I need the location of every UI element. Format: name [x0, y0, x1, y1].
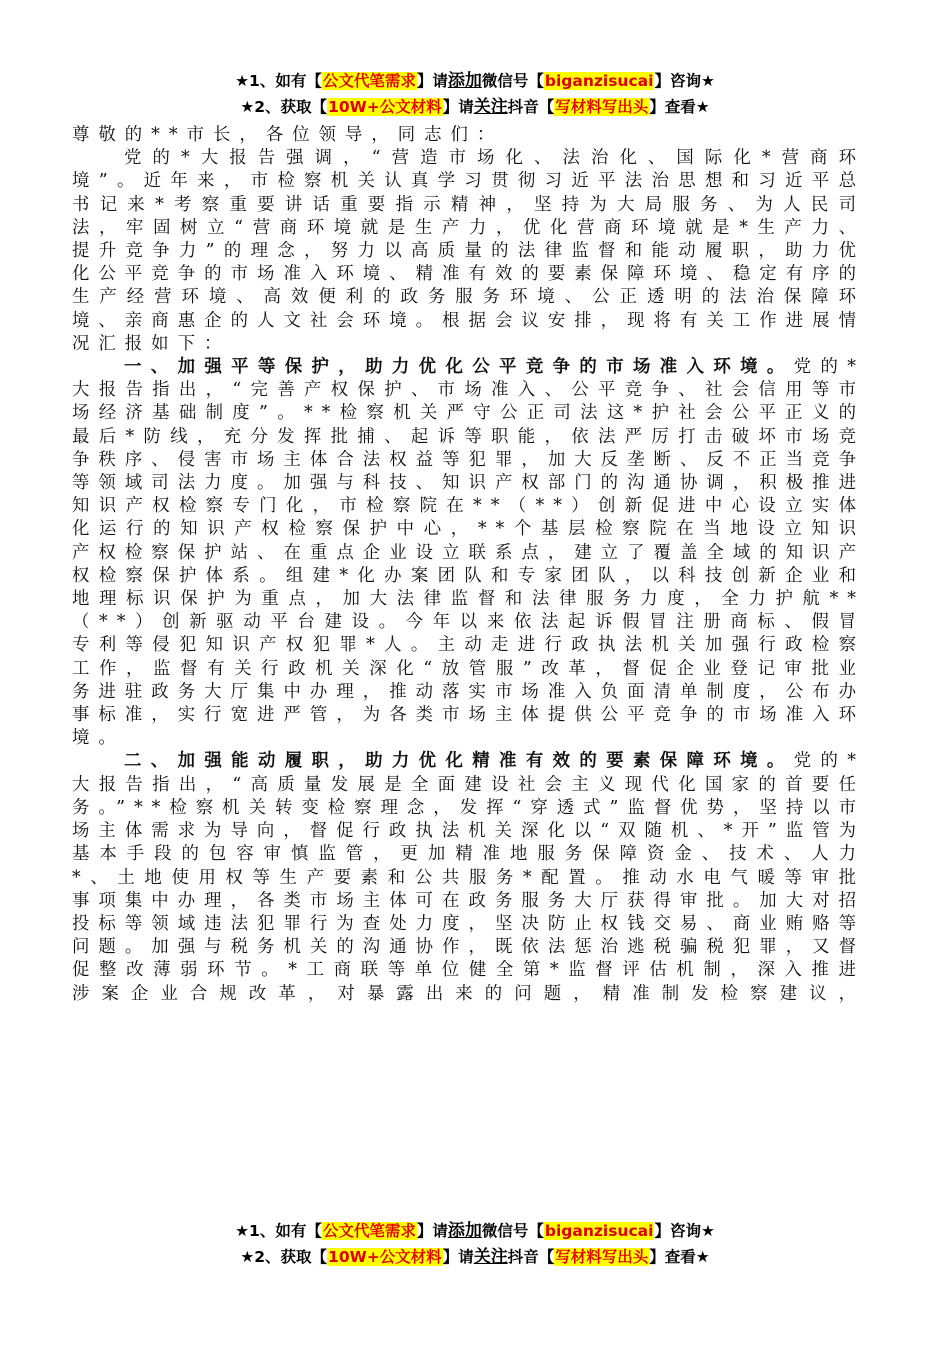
- section-1-paragraph: [72, 356, 865, 750]
- highlight-text: 10W+公文材料: [328, 98, 442, 116]
- promo-banner-top-line2: ★2、获取【10W+公文材料】请关注抖音【写材料写出头】查看★: [240, 97, 710, 117]
- highlight-text: 10W+公文材料: [328, 1248, 442, 1266]
- highlight-text: biganzisucai: [544, 72, 654, 90]
- highlight-text: biganzisucai: [544, 1222, 654, 1240]
- highlight-text: 写材料写出头: [555, 1248, 649, 1266]
- promo-banner-top-line1: ★1、如有【公文代笔需求】请添加微信号【biganzisucai】咨询★: [235, 71, 715, 91]
- highlight-text: 写材料写出头: [555, 98, 649, 116]
- promo-banner-bottom-line2: ★2、获取【10W+公文材料】请关注抖音【写材料写出头】查看★: [240, 1247, 710, 1267]
- document-body: [72, 124, 865, 1006]
- highlight-text: 公文代笔需求: [322, 72, 416, 90]
- promo-banner-bottom-line1: ★1、如有【公文代笔需求】请添加微信号【biganzisucai】咨询★: [235, 1221, 715, 1241]
- salutation: 尊敬的**市长，各位领导，同志们：: [72, 125, 504, 145]
- section-2-paragraph: [72, 750, 865, 1005]
- section-1-body: 党的*大报告指出，“完善产权保护、市场准入、公平竞争、社会信用等市场经济基础制度”。**检察机关严守公正司法这*护社会公平正义的最后*防线，充分发挥批捕、起诉等职能，依法严厉打击破坏市场竞争秩序、侵害市场主体合法权益等犯罪，加大反垄断、反不正当竞争等领域司法力度。加强与科技、知识产权部门的沟通协调，积极推进知识产权检察专门化，市检察院在**（**）创新促进中心设立实体化运行的知识产权检察保护中心，**个基层检察院在当地设立知识产权检察保护站、在重点企业设立联系点，建立了覆盖全域的知识产权检察保护体系。组建*化办案团队和专家团队，以科技创新企业和地理标识保护为重点，加大法律监督和法律服务力度，全力护航**（**）创新驱动平台建设。今年以来依法起诉假冒注册商标、假冒专利等侵犯知识产权犯罪*人。主动走进行政执法机关加强行政检察工作，监督有关行政机关深化“放管服”改革，督促企业登记审批业务进驻政务大厅集中办理，推动落实市场准入负面清单制度，公布办事标准，实行宽进严管，为各类市场主体提供公平竞争的市场准入环境。: [72, 357, 865, 749]
- section-2-body: 党的*大报告指出，“高质量发展是全面建设社会主义现代化国家的首要任务。”**检察机关转变检察理念，发挥“穿透式”监督优势，坚持以市场主体需求为导向，督促行政执法机关深化以“双随机、*开”监管为基本手段的包容审慎监管，更加精准地服务保障资金、技术、人力*、土地使用权等生产要素和公共服务*配置。推动水电气暖等审批事项集中办理，各类市场主体可在政务服务大厅获得审批。加大对招投标等领域违法犯罪行为查处力度，坚决防止权钱交易、商业贿赂等问题。加强与税务机关的沟通协作，既依法惩治逃税骗税犯罪，又督促整改薄弱环节。*工商联等单位健全第*监督评估机制，深入推进涉案企业合规改革，对暴露出来的问题，精准制发检察建议，: [72, 751, 865, 1004]
- highlight-text: 公文代笔需求: [322, 1222, 416, 1240]
- intro-paragraph: 党的*大报告强调，“营造市场化、法治化、国际化*营商环境”。近年来，市检察机关认真学习贯彻习近平法治思想和习近平总书记来*考察重要讲话重要指示精神，坚持为大局服务、为人民司法，牢固树立“营商环境就是生产力，优化营商环境就是*生产力、提升竞争力”的理念，努力以高质量的法律监督和能动履职，助力优化公平竞争的市场准入环境、精准有效的要素保障环境、稳定有序的生产经营环境、高效便利的政务服务环境、公正透明的法治保障环境、亲商惠企的人文社会环境。根据会议安排，现将有关工作进展情况汇报如下：: [72, 148, 865, 354]
- section-2-heading: 二、加强能动履职，助力优化精准有效的要素保障环境。: [124, 751, 794, 772]
- section-1-heading: 一、加强平等保护，助力优化公平竞争的市场准入环境。: [124, 357, 794, 378]
